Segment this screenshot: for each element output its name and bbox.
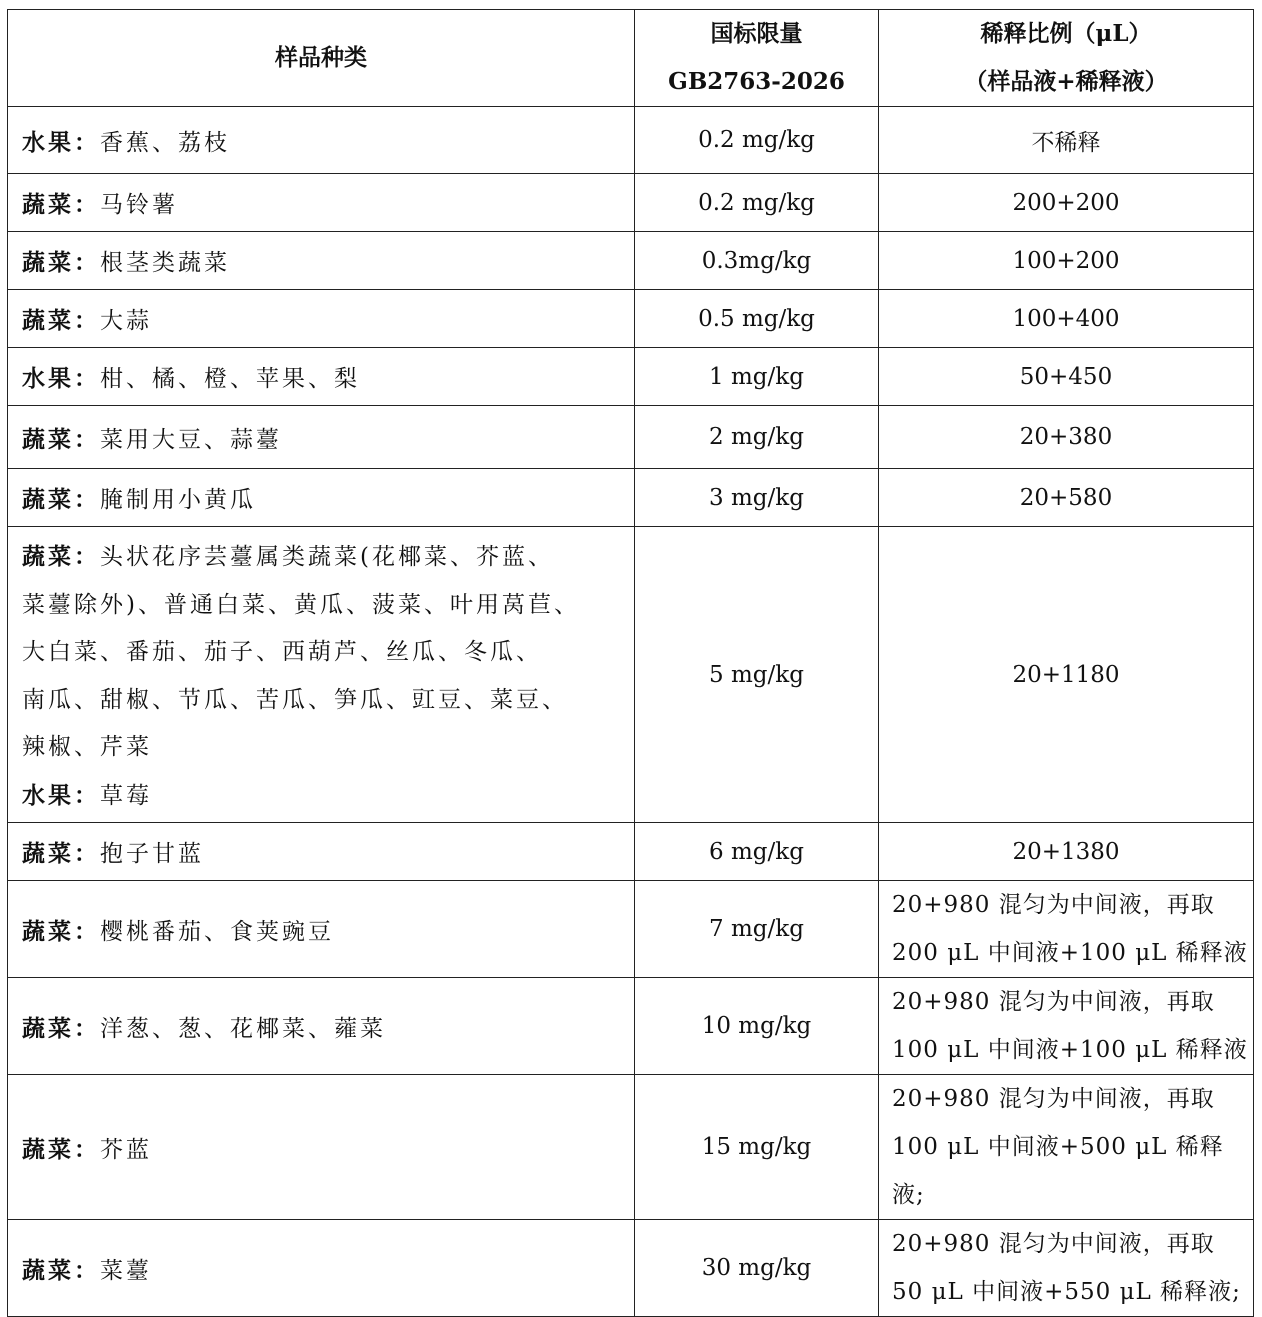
sample-cell <box>8 348 635 406</box>
limit-cell: 3 mg/kg <box>635 469 879 527</box>
limit-cell: 7 mg/kg <box>635 881 879 978</box>
table-row <box>8 174 1254 232</box>
table-row <box>8 232 1254 290</box>
category-label: 蔬菜： <box>22 1135 100 1163</box>
items-label: 草莓 <box>100 782 152 809</box>
items-label: 根茎类蔬菜 <box>100 250 230 276</box>
header-dilution-line1: 稀释比例（μL） <box>980 20 1152 47</box>
limit-cell: 0.3mg/kg <box>635 232 879 290</box>
items-line <box>22 772 634 821</box>
items-label: 菜用大豆、蒜薹 <box>100 426 282 453</box>
category-label: 水果： <box>22 781 100 809</box>
dilution-line2: 200 μL 中间液+100 μL 稀释液 <box>892 940 1248 966</box>
dilution-line2: 50 μL 中间液+550 μL 稀释液; <box>892 1279 1241 1305</box>
dilution-cell: 100+200 <box>879 232 1254 290</box>
dilution-cell <box>879 1220 1254 1317</box>
dilution-line1: 20+980 混匀为中间液，再取 <box>892 1231 1215 1257</box>
table-row <box>8 1075 1254 1220</box>
sample-cell <box>8 881 635 978</box>
category-label: 蔬菜： <box>22 486 100 513</box>
sample-cell <box>8 823 635 881</box>
header-sample-type: 样品种类 <box>8 10 635 107</box>
table-row <box>8 406 1254 469</box>
limit-cell: 1 mg/kg <box>635 348 879 406</box>
dilution-cell <box>879 1075 1254 1220</box>
category-label: 水果： <box>22 365 100 392</box>
items-label: 洋葱、葱、花椰菜、蕹菜 <box>100 1015 386 1042</box>
items-label: 马铃薯 <box>100 192 178 218</box>
header-limit-line2: GB2763-2026 <box>668 68 845 95</box>
limit-cell: 10 mg/kg <box>635 978 879 1075</box>
dilution-cell: 不稀释 <box>879 107 1254 174</box>
items-line: 大白菜、番茄、茄子、西葫芦、丝瓜、冬瓜、 <box>22 639 542 665</box>
table-row <box>8 469 1254 527</box>
header-limit <box>635 10 879 107</box>
table-row <box>8 527 1254 823</box>
dilution-cell <box>879 978 1254 1075</box>
dilution-line2: 100 μL 中间液+500 μL 稀释液; <box>892 1134 1224 1208</box>
items-label: 樱桃番茄、食荚豌豆 <box>100 918 334 945</box>
limit-cell: 30 mg/kg <box>635 1220 879 1317</box>
sample-cell <box>8 107 635 174</box>
items-label: 腌制用小黄瓜 <box>100 487 256 513</box>
limit-cell: 0.2 mg/kg <box>635 174 879 232</box>
sample-cell <box>8 406 635 469</box>
header-dilution-line2: （样品液+稀释液） <box>964 68 1168 95</box>
sample-cell <box>8 290 635 348</box>
items-line: 南瓜、甜椒、节瓜、苦瓜、笋瓜、豇豆、菜豆、 <box>22 686 568 713</box>
limit-cell: 6 mg/kg <box>635 823 879 881</box>
table-row <box>8 1220 1254 1317</box>
category-label: 蔬菜： <box>22 249 100 276</box>
sample-cell <box>8 469 635 527</box>
category-label: 水果： <box>22 128 100 156</box>
category-label: 蔬菜： <box>22 917 100 945</box>
items-label: 菜薹 <box>100 1257 152 1284</box>
dilution-cell <box>879 881 1254 978</box>
category-label: 蔬菜： <box>22 191 100 218</box>
dilution-cell: 20+1180 <box>879 527 1254 823</box>
sample-cell <box>8 232 635 290</box>
category-label: 蔬菜： <box>22 425 100 453</box>
header-dilution <box>879 10 1254 107</box>
table-row <box>8 290 1254 348</box>
dilution-table <box>7 9 1254 1317</box>
sample-cell <box>8 978 635 1075</box>
dilution-line2: 100 μL 中间液+100 μL 稀释液 <box>892 1037 1248 1063</box>
sample-cell <box>8 174 635 232</box>
items-label: 抱子甘蓝 <box>100 841 204 867</box>
dilution-cell: 50+450 <box>879 348 1254 406</box>
dilution-cell: 100+400 <box>879 290 1254 348</box>
dilution-cell: 20+580 <box>879 469 1254 527</box>
items-line <box>22 533 634 582</box>
category-label: 蔬菜： <box>22 1256 100 1284</box>
header-row <box>8 10 1254 107</box>
dilution-cell: 20+380 <box>879 406 1254 469</box>
sample-cell <box>8 1220 635 1317</box>
dilution-line1: 20+980 混匀为中间液，再取 <box>892 892 1215 918</box>
items-label: 芥蓝 <box>100 1136 152 1163</box>
items-line: 菜薹除外)、普通白菜、黄瓜、菠菜、叶用莴苣、 <box>22 591 580 618</box>
dilution-cell: 200+200 <box>879 174 1254 232</box>
limit-cell: 5 mg/kg <box>635 527 879 823</box>
category-label: 蔬菜： <box>22 1014 100 1042</box>
items-label: 柑、橘、橙、苹果、梨 <box>100 366 360 392</box>
sample-cell <box>8 527 635 823</box>
header-limit-line1: 国标限量 <box>710 20 803 47</box>
category-label: 蔬菜： <box>22 543 100 570</box>
table-row <box>8 107 1254 174</box>
items-line: 辣椒、芹菜 <box>22 734 152 760</box>
table-row <box>8 881 1254 978</box>
table-row <box>8 348 1254 406</box>
items-label: 大蒜 <box>100 308 152 334</box>
dilution-line1: 20+980 混匀为中间液，再取 <box>892 989 1215 1015</box>
limit-cell: 0.5 mg/kg <box>635 290 879 348</box>
category-label: 蔬菜： <box>22 307 100 334</box>
limit-cell: 15 mg/kg <box>635 1075 879 1220</box>
sample-cell <box>8 1075 635 1220</box>
items-label: 香蕉、荔枝 <box>100 129 230 156</box>
table-row <box>8 823 1254 881</box>
dilution-line1: 20+980 混匀为中间液，再取 <box>892 1086 1215 1112</box>
dilution-cell: 20+1380 <box>879 823 1254 881</box>
table-row <box>8 978 1254 1075</box>
limit-cell: 2 mg/kg <box>635 406 879 469</box>
items-label: 头状花序芸薹属类蔬菜(花椰菜、芥蓝、 <box>100 544 554 570</box>
category-label: 蔬菜： <box>22 840 100 867</box>
limit-cell: 0.2 mg/kg <box>635 107 879 174</box>
